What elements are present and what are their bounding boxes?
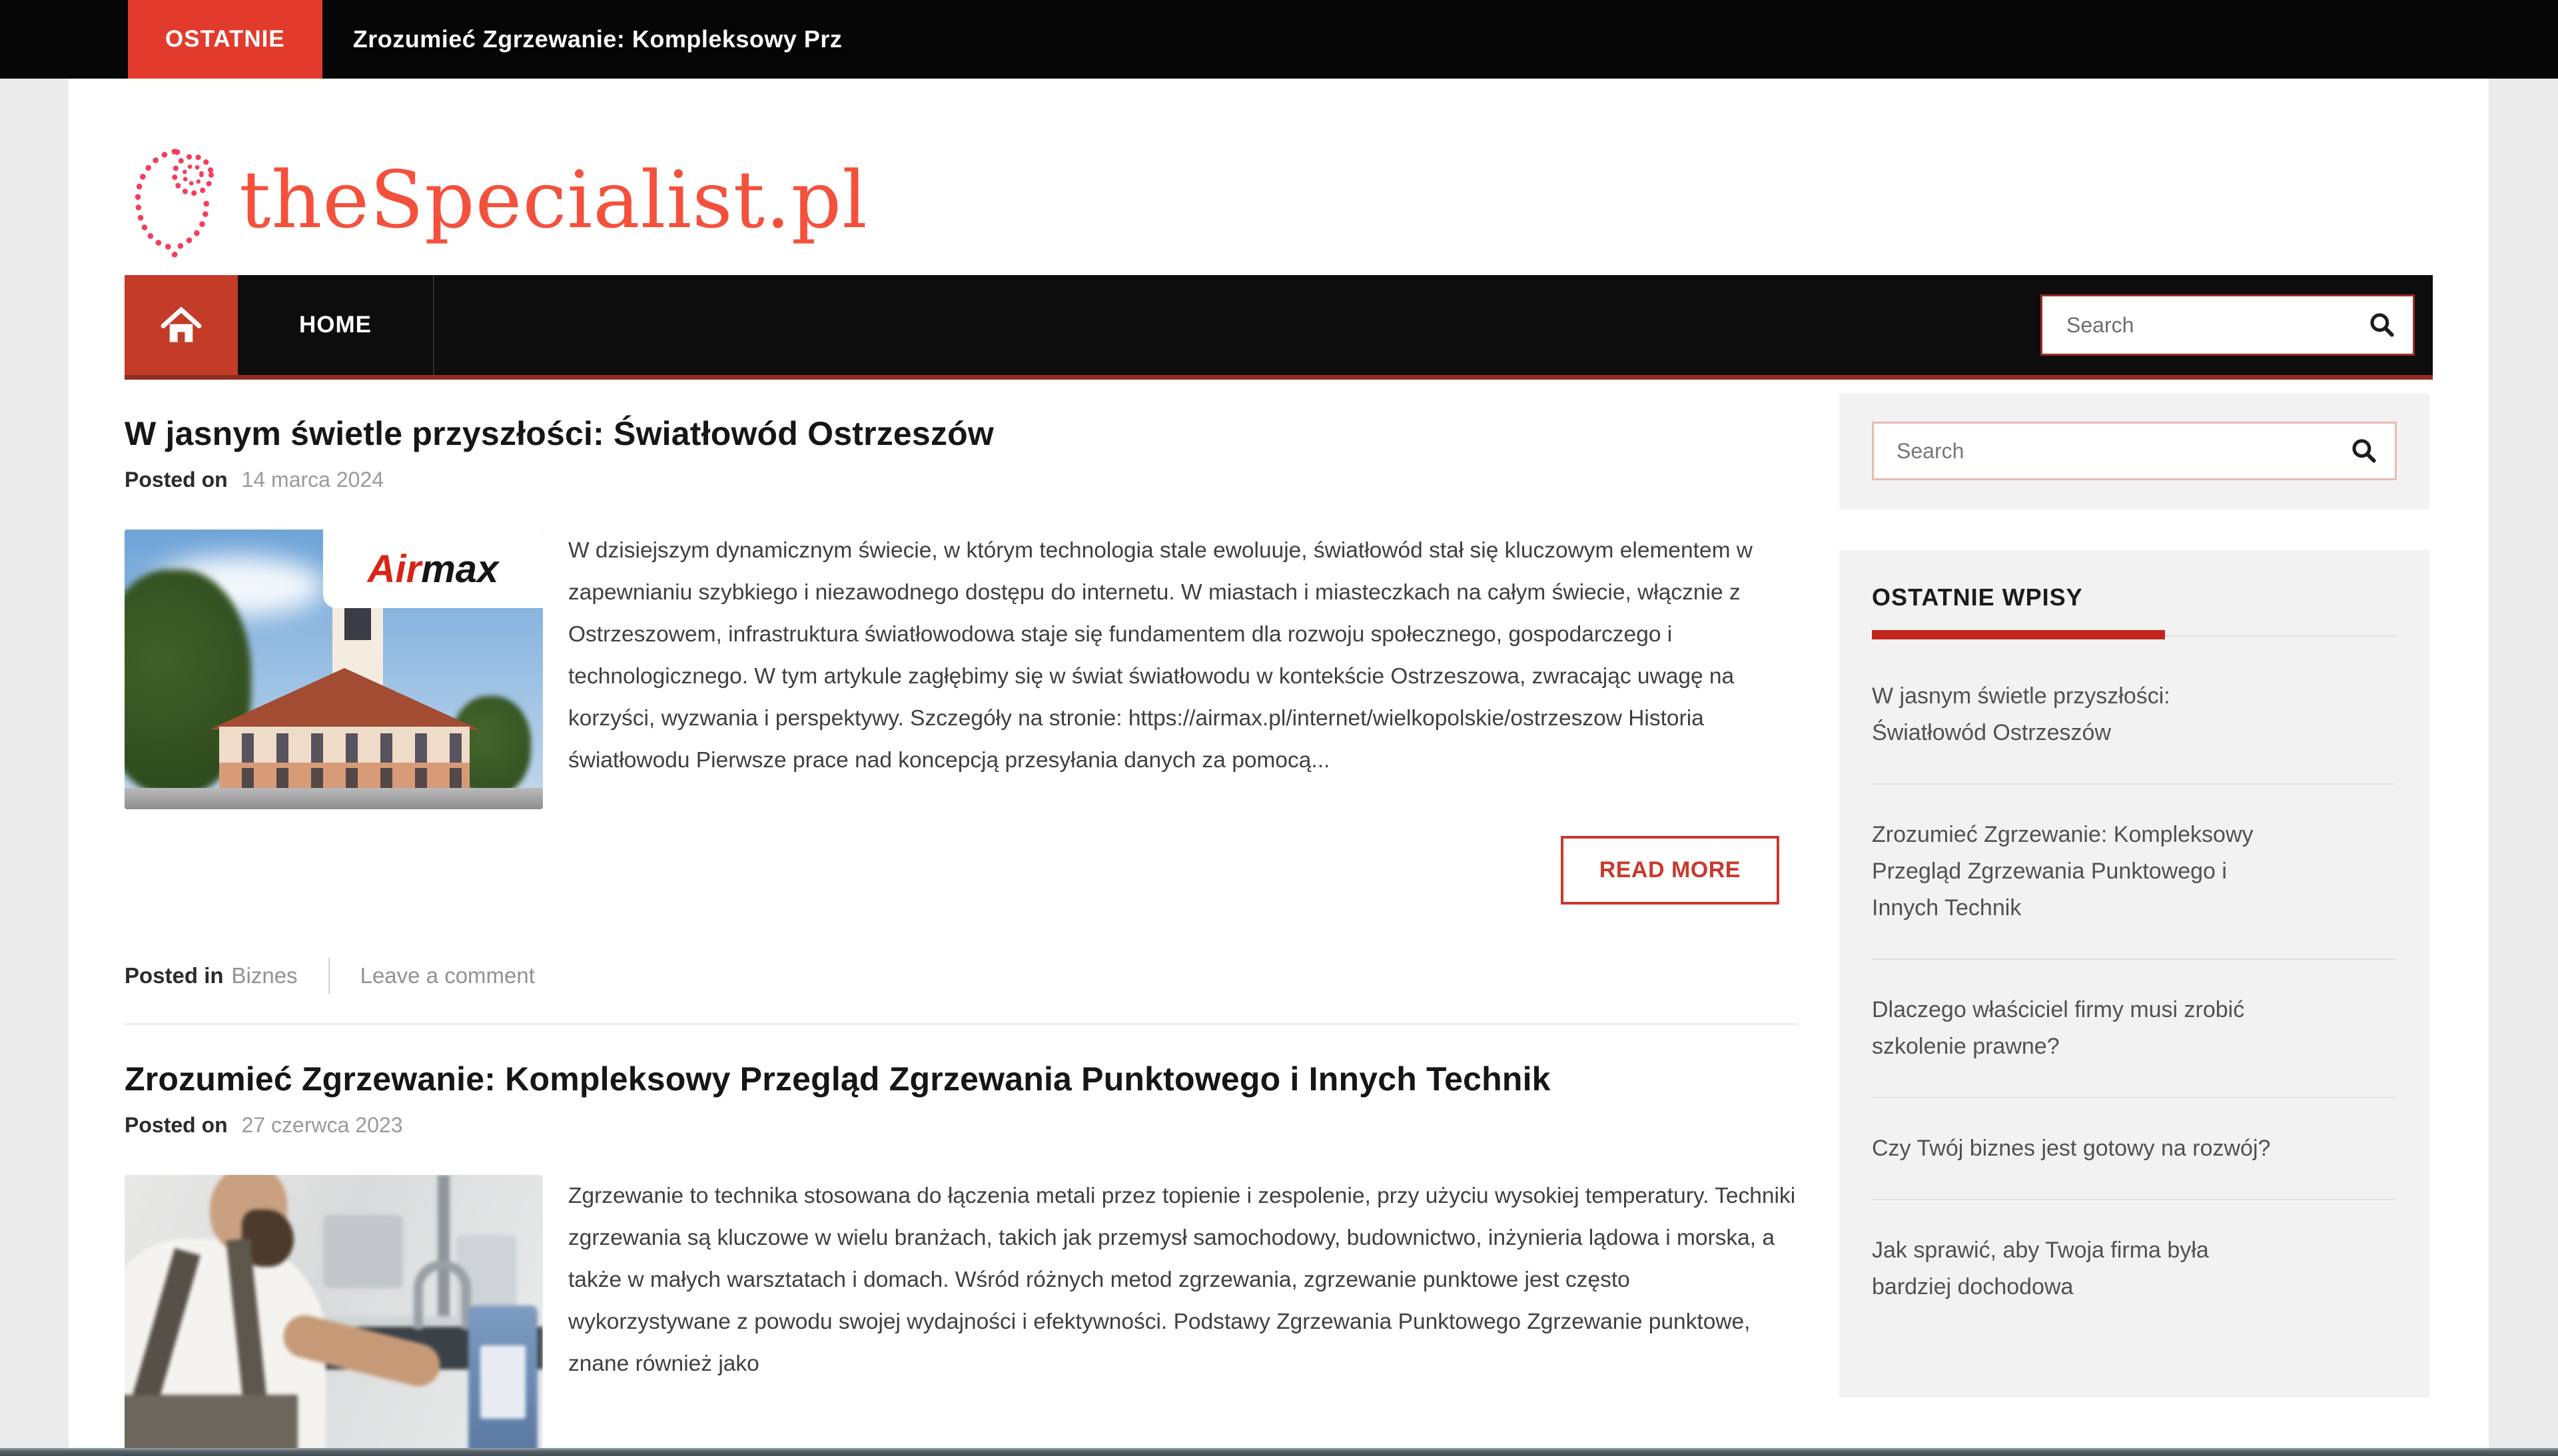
airmax-brand-logo <box>323 530 543 608</box>
heading-rule-accent <box>1872 630 2165 639</box>
recent-post-link[interactable]: Czy Twój biznes jest gotowy na rozwój? <box>1872 1097 2397 1199</box>
nav-home-label: HOME <box>299 312 372 338</box>
leave-comment-link[interactable]: Leave a comment <box>360 963 535 988</box>
sidebar-search-input[interactable] <box>1874 439 2334 464</box>
post-excerpt: Zgrzewanie to technika stosowana do łączenia metali przez topienie i zespolenie, przy użyciu wysokiej temperatury. Techniki zgrzewania są kluczowe w wielu branżach, takich jak przemysł samochodowy, budownictwo, inżynieria lądowa i morska, a także w małych warsztatach i domach. Wśród różnych metod zgrzewania, zgrzewanie punktowe jest często wykorzystywane z powodu swojej wydajności i efektywności. Podstawy Zgrzewania Punktowego Zgrzewanie punktowe, znane również jako <box>568 1184 1796 1376</box>
post-article-2 <box>125 1060 1798 1455</box>
nav-search-input[interactable] <box>2042 313 2351 338</box>
read-more-row <box>125 836 1779 905</box>
posted-on-label: Posted on <box>125 468 228 492</box>
content-card <box>69 79 2489 1456</box>
thumb-scene <box>125 1175 543 1455</box>
recent-posts-heading: OSTATNIE WPISY <box>1872 583 2083 611</box>
sidebar <box>1839 380 2429 1397</box>
post-separator <box>125 1023 1798 1025</box>
airmax-brand-max: max <box>421 547 499 591</box>
post-meta <box>125 468 1798 492</box>
post-thumbnail-townhall[interactable] <box>125 530 543 809</box>
category-link[interactable]: Biznes <box>231 963 298 988</box>
home-icon-button[interactable] <box>125 275 238 375</box>
nav-item-home[interactable] <box>238 275 434 375</box>
ticker-bar <box>0 0 2558 79</box>
main-row <box>125 380 2433 1455</box>
post-title-link[interactable]: Zrozumieć Zgrzewanie: Kompleksowy Przegląd Zgrzewania Punktowego i Innych Technik <box>125 1060 1551 1098</box>
sidebar-search <box>1872 422 2397 480</box>
home-icon <box>159 304 203 346</box>
search-icon <box>2349 436 2379 466</box>
posted-on-label: Posted on <box>125 1113 228 1137</box>
post-date-link[interactable]: 27 czerwca 2023 <box>241 1113 403 1137</box>
recent-posts-widget <box>1839 550 2429 1397</box>
read-more-button[interactable]: READ MORE <box>1561 836 1779 905</box>
post-article-1 <box>125 414 1798 1025</box>
airmax-brand-air: Air <box>367 547 422 591</box>
post-date-link[interactable]: 14 marca 2024 <box>241 468 384 492</box>
footer-divider <box>328 958 330 994</box>
recent-posts-list <box>1872 646 2397 1337</box>
main-nav <box>125 275 2433 380</box>
recent-post-link[interactable]: Zrozumieć Zgrzewanie: Kompleksowy Przegląd Zgrzewania Punktowego i Innych Technik <box>1872 783 2397 958</box>
sidebar-search-widget <box>1839 394 2429 509</box>
recent-post-link[interactable]: Jak sprawić, aby Twoja firma była bardziej dochodowa <box>1872 1199 2397 1337</box>
search-icon <box>2367 310 2397 340</box>
post-list <box>125 380 1798 1455</box>
site-logo-link[interactable] <box>125 140 2433 260</box>
post-body <box>125 530 1798 809</box>
screenshot-bottom-cut-strip <box>0 1448 2558 1456</box>
nav-search <box>2040 294 2415 356</box>
site-title: theSpecialist.pl <box>239 154 868 246</box>
post-body <box>125 1175 1798 1455</box>
site-header <box>125 79 2433 275</box>
sidebar-search-button[interactable] <box>2334 424 2395 478</box>
nav-search-button[interactable] <box>2351 296 2413 354</box>
ticker-badge: OSTATNIE <box>128 0 322 79</box>
posted-in-label: Posted in <box>125 963 224 988</box>
post-excerpt: W dzisiejszym dynamicznym świecie, w którym technologia stale ewoluuje, światłowód stał się kluczowym elementem w zapewnianiu szybkiego i niezawodnego dostępu do internetu. W miastach i miasteczkach na całym świecie, włącznie z Ostrzeszowem, infrastruktura światłowodowa staje się fundamentem dla rozwoju społecznego, gospodarczego i technologicznego. W tym artykule zagłębimy się w świat światłowodu w kontekście Ostrzeszowa, zwracając uwagę na korzyści, wyzwania i perspektywy. Szczegóły na stronie: https://airmax.pl/internet/wielkopolskie/ostrzeszow Historia światłowodu Pierwsze prace nad koncepcją przesyłania danych za pomocą... <box>568 538 1753 773</box>
post-footer <box>125 958 1798 994</box>
post-title-link[interactable]: W jasnym świetle przyszłości: Światłowód Ostrzeszów <box>125 415 994 452</box>
post-thumbnail-welder[interactable] <box>125 1175 543 1455</box>
heading-rule <box>1872 630 2397 639</box>
recent-post-link[interactable]: Dlaczego właściciel firmy musi zrobić szkolenie prawne? <box>1872 958 2397 1097</box>
thumb-street <box>125 788 543 809</box>
recent-post-link[interactable]: W jasnym świetle przyszłości: Światłowód Ostrzeszów <box>1872 683 2170 745</box>
ticker-headline-link[interactable]: Zrozumieć Zgrzewanie: Kompleksowy Prz <box>352 25 843 53</box>
flower-logo-icon <box>125 140 224 260</box>
post-meta <box>125 1113 1798 1138</box>
